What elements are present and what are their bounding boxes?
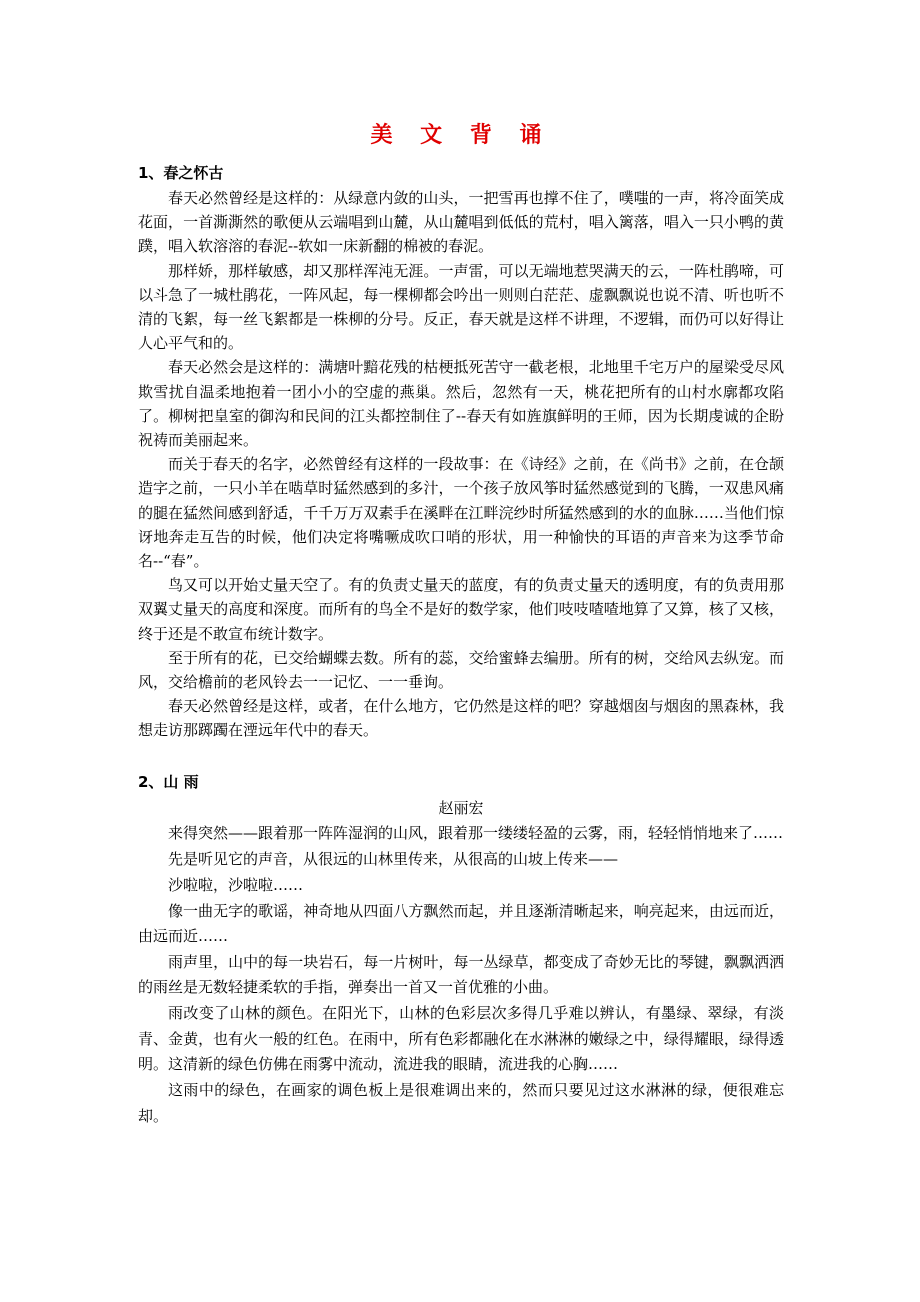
paragraph: 春天必然曾经是这样的：从绿意内敛的山头，一把雪再也撑不住了，噗嗤的一声，将冷面笑成花面，一首澌澌然的歌便从云端唱到山麓，从山麓唱到低低的荒村，唱入篱落，唱入一只小鸭的黄蹼，唱入软溶溶的春泥--软如一床新翻的棉被的春泥。 bbox=[138, 189, 784, 256]
paragraph: 鸟又可以开始丈量天空了。有的负责丈量天的蓝度，有的负责丈量天的透明度，有的负责用那双翼丈量天的高度和深度。而所有的鸟全不是好的数学家，他们吱吱喳喳地算了又算，核了又核，终于还是不敢宣布统计数字。 bbox=[138, 576, 784, 643]
paragraph: 那样娇，那样敏感，却又那样浑沌无涯。一声雷，可以无端地惹哭满天的云，一阵杜鹃啼，可以斗急了一城杜鹃花，一阵风起，每一棵柳都会吟出一则则白茫茫、虚飘飘说也说不清、听也听不清的飞絮，每一丝飞絮都是一株柳的分号。反正，春天就是这样不讲理，不逻辑，而仍可以好得让人心平气和的。 bbox=[138, 261, 784, 353]
section-heading: 1、春之怀古 bbox=[138, 164, 224, 182]
document-page bbox=[138, 118, 784, 1130]
paragraph: 而关于春天的名字，必然曾经有这样的一段故事：在《诗经》之前，在《尚书》之前，在仓颉造字之前，一只小羊在啮草时猛然感到的多汁，一个孩子放风筝时猛然感觉到的飞腾，一双患风痛的腿在猛然间感到舒适，千千万万双素手在溪畔在江畔浣纱时所猛然感到的水的血脉……当他们惊讶地奔走互告的时候，他们决定将嘴噘成吹口哨的形状，用一种愉快的耳语的声音来为这季节命名--“春”。 bbox=[138, 455, 784, 571]
paragraph: 春天必然曾经是这样，或者，在什么地方，它仍然是这样的吧？穿越烟囱与烟囱的黑森林，我想走访那踯躅在湮远年代中的春天。 bbox=[138, 697, 784, 740]
section-mountain-rain bbox=[138, 769, 784, 1129]
paragraph: 这雨中的绿色，在画家的调色板上是很难调出来的，然而只要见过这水淋淋的绿，便很难忘却。 bbox=[138, 1081, 784, 1125]
paragraph: 至于所有的花，已交给蝴蝶去数。所有的蕊，交给蜜蜂去编册。所有的树，交给风去纵宠。而风，交给檐前的老风铃去一一记忆、一一垂询。 bbox=[138, 648, 784, 692]
section-heading: 2、山 雨 bbox=[138, 772, 199, 791]
paragraph: 像一曲无字的歌谣，神奇地从四面八方飘然而起，并且逐渐清晰起来，响亮起来，由远而近，由远而近…… bbox=[138, 901, 784, 946]
document-title: 美 文 背 诵 bbox=[370, 122, 552, 148]
paragraph: 雨改变了山林的颜色。在阳光下，山林的色彩层次多得几乎难以辨认，有墨绿、翠绿，有淡青、金黄，也有火一般的红色。在雨中，所有色彩都融化在水淋淋的嫩绿之中，绿得耀眼，绿得透明。这清新的绿色仿佛在雨雾中流动，流进我的眼睛，流进我的心胸…… bbox=[138, 1004, 784, 1074]
paragraph: 春天必然会是这样的：满塘叶黯花残的枯梗抵死苦守一截老根，北地里千宅万户的屋梁受尽风欺雪扰自温柔地抱着一团小小的空虚的燕巢。然后，忽然有一天，桃花把所有的山村水廓都攻陷了。柳树把皇室的御沟和民间的江头都控制住了--春天有如旌旗鲜明的王师，因为长期虔诚的企盼祝祷而美丽起来。 bbox=[138, 358, 784, 450]
paragraph: 来得突然——跟着那一阵阵湿润的山风，跟着那一缕缕轻盈的云雾，雨，轻轻悄悄地来了…… bbox=[168, 823, 784, 842]
author-name: 赵丽宏 bbox=[438, 798, 484, 817]
paragraph: 先是听见它的声音，从很远的山林里传来，从很高的山坡上传来—— bbox=[168, 849, 619, 868]
section-spring-nostalgia bbox=[138, 160, 784, 743]
paragraph: 沙啦啦，沙啦啦…… bbox=[168, 875, 304, 894]
paragraph: 雨声里，山中的每一块岩石，每一片树叶，每一丛绿草，都变成了奇妙无比的琴键，飘飘洒洒的雨丝是无数轻捷柔软的手指，弹奏出一首又一首优雅的小曲。 bbox=[138, 953, 784, 997]
